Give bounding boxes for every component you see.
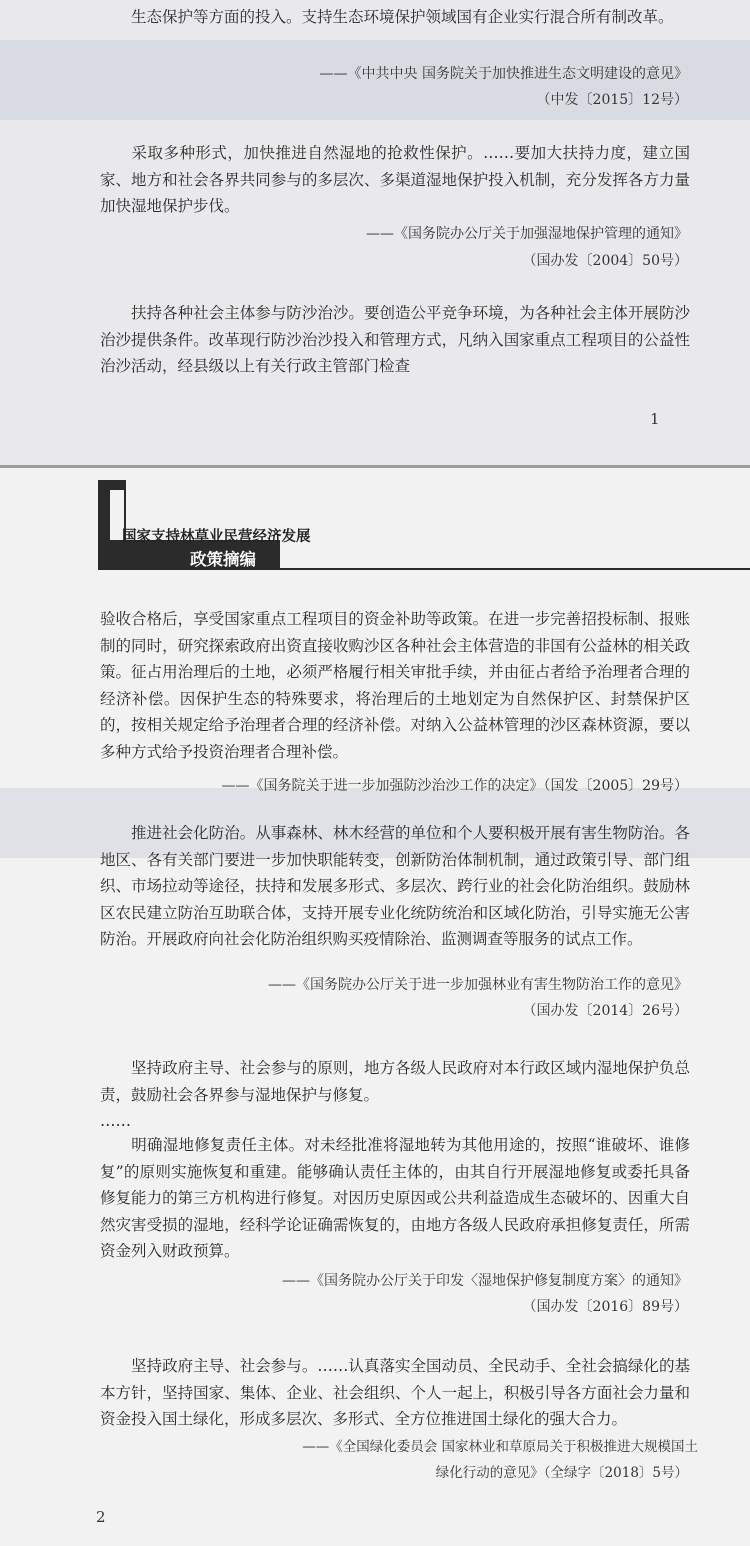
page1-source-1-title: ——《中共中央 国务院关于加快推进生态文明建设的意见》 bbox=[319, 66, 688, 82]
page2-source-4-doc: 绿化行动的意见》（全绿字〔2018〕5号） bbox=[435, 1465, 688, 1481]
page2-paragraph-6: 坚持政府主导、社会参与。……认真落实全国动员、全民动手、全社会搞绿化的基本方针，坚持国家、集体、企业、社会组织、个人一起上，积极引导各方面社会力量和资金投入国土绿化，形成多层次、多形式、全方位推进国土绿化的强大合力。 bbox=[100, 1357, 690, 1428]
page-2 bbox=[0, 468, 750, 1546]
page2-source-2-title: ——《国务院办公厅关于进一步加强林业有害生物防治工作的意见》 bbox=[268, 977, 688, 993]
page1-source-2-doc: （国办发〔2004〕50号） bbox=[522, 253, 688, 269]
page2-source-3-title: ——《国务院办公厅关于印发〈湿地保护修复制度方案〉的通知》 bbox=[282, 1273, 688, 1289]
page1-source-1-doc: （中发〔2015〕12号） bbox=[536, 92, 688, 108]
page2-source-3-doc: （国办发〔2016〕89号） bbox=[522, 1299, 688, 1315]
page1-paragraph-3: 扶持各种社会主体参与防沙治沙。要创造公平竞争环境，为各种社会主体开展防沙治沙提供条件。改革现行防沙治沙投入和管理方式，凡纳入国家重点工程项目的公益性治沙活动，经县级以上有关行政主管部门检查 bbox=[100, 304, 690, 375]
page1-paragraph-2: 采取多种形式，加快推进自然湿地的抢救性保护。……要加大扶持力度，建立国家、地方和社会各界共同参与的多层次、多渠道湿地保护投入机制，充分发挥各方力量加快湿地保护步伐。 bbox=[100, 144, 690, 215]
page1-paragraph-1: 生态保护等方面的投入。支持生态环境保护领域国有企业实行混合所有制改革。 bbox=[131, 8, 674, 26]
page2-source-1-title: ——《国务院关于进一步加强防沙治沙工作的决定》（国发〔2005〕29号） bbox=[221, 778, 688, 794]
page-number: 1 bbox=[650, 410, 660, 428]
page2-source-4-title: ——《全国绿化委员会 国家林业和草原局关于积极推进大规模国土 bbox=[302, 1439, 698, 1455]
page2-paragraph-2: 推进社会化防治。从事森林、林木经营的单位和个人要积极开展有害生物防治。各地区、各有关部门要进一步加快职能转变，创新防治体制机制，通过政策引导、部门组织、市场拉动等途径，扶持和发展多形式、多层次、跨行业的社会化防治组织。鼓励林区农民建立防治互助联合体，支持开展专业化统防统治和区域化防治，引导实施无公害防治。开展政府向社会化防治组织购买疫情除治、监测调查等服务的试点工作。 bbox=[100, 824, 690, 948]
page2-source-2-doc: （国办发〔2014〕26号） bbox=[522, 1003, 688, 1019]
page2-paragraph-1: 验收合格后，享受国家重点工程项目的资金补助等政策。在进一步完善招投标制、报账制的同时，研究探索政府出资直接收购沙区各种社会主体营造的非国有公益林的相关政策。征占用治理后的土地，必须严格履行相关审批手续，并由征占者给予治理者合理的经济补偿。因保护生态的特殊要求，将治理后的土地划定为自然保护区、封禁保护区的，按相关规定给予治理者合理的经济补偿。对纳入公益林管理的沙区森林资源，要以多种方式给予投资治理者合理补偿。 bbox=[100, 610, 690, 761]
header-subtitle: 政策摘编 bbox=[190, 550, 256, 569]
page2-paragraph-3: 坚持政府主导、社会参与的原则，地方各级人民政府对本行政区域内湿地保护负总责，鼓励社会各界参与湿地保护与修复。 bbox=[100, 1059, 690, 1104]
page-1 bbox=[0, 0, 750, 465]
page2-paragraph-4: …… bbox=[100, 1112, 131, 1130]
header-title: 国家支持林草业民营经济发展 bbox=[122, 529, 311, 545]
page2-paragraph-5: 明确湿地修复责任主体。对未经批准将湿地转为其他用途的，按照“谁破坏、谁修复”的原则实施恢复和重建。能够确认责任主体的，由其自行开展湿地修复或委托具备修复能力的第三方机构进行修复。对因历史原因或公共利益造成生态破坏的、因重大自然灾害受损的湿地，经科学论证确需恢复的，由地方各级人民政府承担修复责任，所需资金列入财政预算。 bbox=[100, 1136, 690, 1260]
header-rule bbox=[280, 568, 750, 570]
page-number: 2 bbox=[96, 1508, 106, 1526]
page1-source-2-title: ——《国务院办公厅关于加强湿地保护管理的通知》 bbox=[366, 226, 688, 242]
